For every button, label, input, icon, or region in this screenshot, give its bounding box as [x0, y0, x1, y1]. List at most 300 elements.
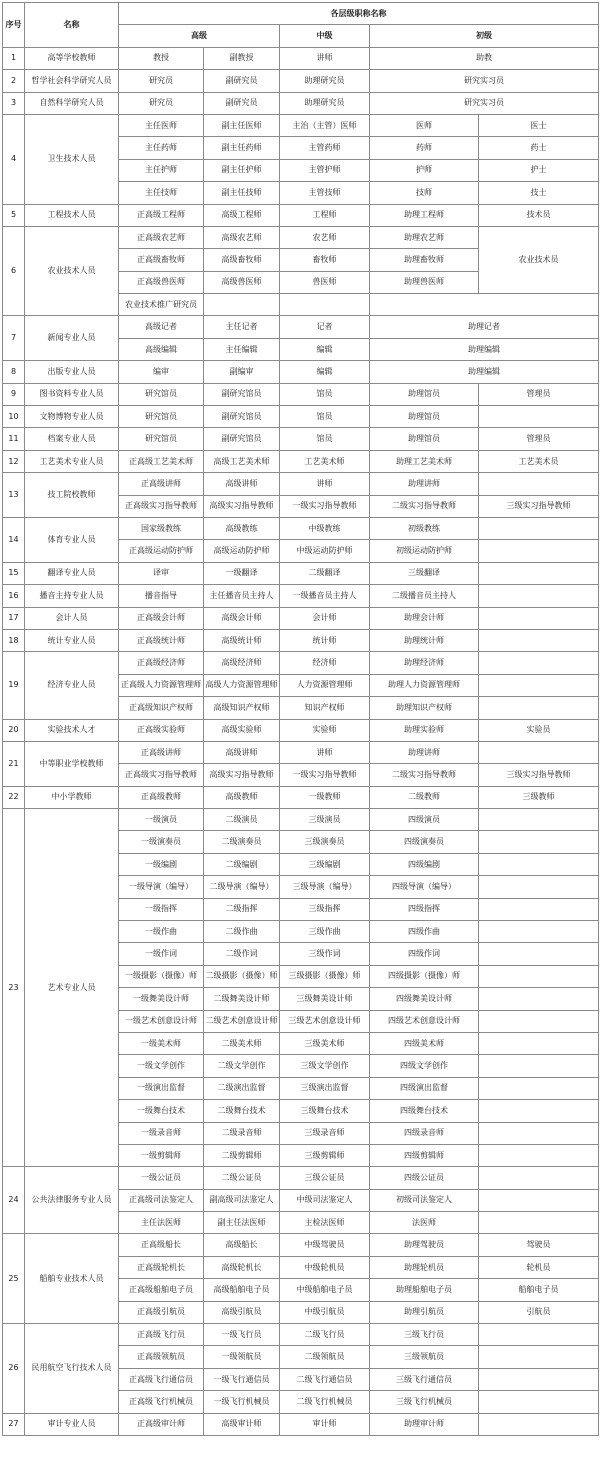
- junior-title-1: 四级编剧: [370, 853, 479, 875]
- senior-title-1: 一级演出监督: [119, 1077, 204, 1099]
- senior-title-1: 一级美术师: [119, 1032, 204, 1054]
- senior-title-1: 正高级农艺师: [119, 226, 204, 248]
- junior-title-2: [479, 1055, 599, 1077]
- senior-title-1: 主任药师: [119, 137, 204, 159]
- table-row: [3, 607, 599, 629]
- table-row: [3, 92, 599, 114]
- table-row: [3, 585, 599, 607]
- senior-title-1: 正高级审计师: [119, 1413, 204, 1435]
- middle-title: 编辑: [280, 361, 370, 383]
- row-number: 8: [3, 361, 25, 383]
- senior-title-2: 二级文学创作: [204, 1055, 280, 1077]
- junior-title: 助理编辑: [370, 338, 599, 360]
- middle-title: 三级摄影（摄像）师: [280, 965, 370, 987]
- junior-title-1: 助理馆员: [370, 428, 479, 450]
- junior-title: 助教: [370, 47, 599, 69]
- row-number: 14: [3, 517, 25, 562]
- junior-title-2: [479, 585, 599, 607]
- senior-title-2: 主任编辑: [204, 338, 280, 360]
- middle-title: 工程师: [280, 204, 370, 226]
- junior-title-1: 四级摄影（摄像）师: [370, 965, 479, 987]
- junior-title-1: 二级实习指导教师: [370, 495, 479, 517]
- junior-title-1: 助理馆员: [370, 406, 479, 428]
- row-category: 民用航空飞行技术人员: [25, 1324, 119, 1414]
- junior-title-1: 助理工程师: [370, 204, 479, 226]
- junior-title-1: 三级飞行通信员: [370, 1368, 479, 1390]
- senior-title-1: 正高级船舶电子员: [119, 1279, 204, 1301]
- junior-title-2: [479, 517, 599, 539]
- table-row: [3, 383, 599, 405]
- senior-title-1: 译审: [119, 562, 204, 584]
- junior-title-2: [479, 540, 599, 562]
- row-category: 档案专业人员: [25, 428, 119, 450]
- senior-title-2: 高级教师: [204, 786, 280, 808]
- middle-title: 人力资源管理师: [280, 674, 370, 696]
- junior-title-1: 四级演出监督: [370, 1077, 479, 1099]
- junior-title-2: [479, 674, 599, 696]
- row-category: 会计人员: [25, 607, 119, 629]
- senior-title-1: 研究馆员: [119, 406, 204, 428]
- senior-title-2: 二级演奏员: [204, 831, 280, 853]
- senior-title-2: 一级飞行通信员: [204, 1368, 280, 1390]
- junior-title-2: [479, 831, 599, 853]
- senior-title-1: 正高级引航员: [119, 1301, 204, 1323]
- senior-title-2: 主任播音员主持人: [204, 585, 280, 607]
- senior-title-2: [204, 294, 280, 316]
- junior-title-2: 船舶电子员: [479, 1279, 599, 1301]
- junior-title-2: [479, 1010, 599, 1032]
- senior-title-2: 副研究馆员: [204, 428, 280, 450]
- middle-title: 二级翻译: [280, 562, 370, 584]
- middle-title: 主检法医师: [280, 1212, 370, 1234]
- junior-title-2: 管理员: [479, 383, 599, 405]
- junior-title-2: [479, 921, 599, 943]
- junior-title-1: 医师: [370, 114, 479, 136]
- senior-title-2: 二级演出监督: [204, 1077, 280, 1099]
- senior-title-2: 高级船长: [204, 1234, 280, 1256]
- header-senior: 高级: [119, 25, 280, 47]
- senior-title-1: 正高级实习指导教师: [119, 764, 204, 786]
- senior-title-2: 一级领航员: [204, 1346, 280, 1368]
- junior-title-1: 四级剪辑师: [370, 1144, 479, 1166]
- senior-title-2: 二级舞美设计师: [204, 988, 280, 1010]
- junior-title-1: 法医师: [370, 1212, 479, 1234]
- junior-title-2: [479, 809, 599, 831]
- senior-title-1: 国家级教练: [119, 517, 204, 539]
- junior-title-2: [479, 1212, 599, 1234]
- junior-title-2: [479, 943, 599, 965]
- senior-title-2: 二级编剧: [204, 853, 280, 875]
- table-row: [3, 204, 599, 226]
- junior-title-2: 技士: [479, 182, 599, 204]
- middle-title: 记者: [280, 316, 370, 338]
- table-row: [3, 809, 599, 831]
- junior-title-2: [479, 898, 599, 920]
- junior-title-1: 三级飞行机械员: [370, 1391, 479, 1413]
- professional-titles-table: [2, 2, 599, 1436]
- middle-title: 一级实习指导教师: [280, 495, 370, 517]
- row-number: 9: [3, 383, 25, 405]
- row-number: 1: [3, 47, 25, 69]
- junior-title-1: 三级飞行员: [370, 1324, 479, 1346]
- middle-title: 编辑: [280, 338, 370, 360]
- senior-title-1: 一级艺术创意设计师: [119, 1010, 204, 1032]
- junior-title-1: 助理讲师: [370, 473, 479, 495]
- row-number: 20: [3, 719, 25, 741]
- header-junior: 初级: [370, 25, 599, 47]
- row-number: 16: [3, 585, 25, 607]
- junior-title-1: 四级舞台技术: [370, 1100, 479, 1122]
- junior-title-1: 助理船舶电子员: [370, 1279, 479, 1301]
- senior-title-2: 高级引航员: [204, 1301, 280, 1323]
- senior-title-1: 播音指导: [119, 585, 204, 607]
- junior-title-2: 驾驶员: [479, 1234, 599, 1256]
- senior-title-1: 正高级工程师: [119, 204, 204, 226]
- middle-title: 三级剪辑师: [280, 1144, 370, 1166]
- middle-title: 馆员: [280, 428, 370, 450]
- junior-title-2: [479, 853, 599, 875]
- senior-title-1: 一级摄影（摄像）师: [119, 965, 204, 987]
- senior-title-1: 正高级飞行机械员: [119, 1391, 204, 1413]
- junior-title-1: 助理统计师: [370, 629, 479, 651]
- middle-title: 三级艺术创意设计师: [280, 1010, 370, 1032]
- middle-title: 会计师: [280, 607, 370, 629]
- senior-title-1: 一级作词: [119, 943, 204, 965]
- header-no: 序号: [3, 3, 25, 48]
- middle-title: 三级作词: [280, 943, 370, 965]
- senior-title-2: 二级作曲: [204, 921, 280, 943]
- senior-title-1: 研究馆员: [119, 383, 204, 405]
- table-row: [3, 719, 599, 741]
- senior-title-1: 研究馆员: [119, 428, 204, 450]
- row-number: 7: [3, 316, 25, 361]
- senior-title-1: 编审: [119, 361, 204, 383]
- junior-title-2: [479, 1100, 599, 1122]
- senior-title-1: 正高级畜牧师: [119, 249, 204, 271]
- senior-title-1: 正高级飞行员: [119, 1324, 204, 1346]
- junior-title-2: 管理员: [479, 428, 599, 450]
- junior-title-2: [479, 1346, 599, 1368]
- junior-title-1: 初级教练: [370, 517, 479, 539]
- middle-title: 三级舞美设计师: [280, 988, 370, 1010]
- senior-title-2: 副编审: [204, 361, 280, 383]
- senior-title-2: 高级畜牧师: [204, 249, 280, 271]
- table-row: [3, 562, 599, 584]
- senior-title-1: 一级演员: [119, 809, 204, 831]
- junior-title: 研究实习员: [370, 70, 599, 92]
- middle-title: 讲师: [280, 741, 370, 763]
- senior-title-2: 高级经济师: [204, 652, 280, 674]
- row-category: 中小学教师: [25, 786, 119, 808]
- table-row: [3, 1324, 599, 1346]
- middle-title: 三级作曲: [280, 921, 370, 943]
- row-number: 4: [3, 114, 25, 204]
- senior-title-2: 二级录音师: [204, 1122, 280, 1144]
- junior-title-1: 四级艺术创意设计师: [370, 1010, 479, 1032]
- senior-title-1: 主任技师: [119, 182, 204, 204]
- middle-title: 二级飞行员: [280, 1324, 370, 1346]
- senior-title-2: 一级飞行员: [204, 1324, 280, 1346]
- senior-title-1: 正高级兽医师: [119, 271, 204, 293]
- senior-title-1: 正高级轮机长: [119, 1256, 204, 1278]
- junior-title-2: [479, 406, 599, 428]
- middle-title: 主管药师: [280, 137, 370, 159]
- senior-title-2: 二级摄影（摄像）师: [204, 965, 280, 987]
- junior-title-1: 助理馆员: [370, 383, 479, 405]
- junior-title-1: 四级演奏员: [370, 831, 479, 853]
- table-row: [3, 450, 599, 472]
- row-number: 23: [3, 809, 25, 1167]
- senior-title-1: 一级文学创作: [119, 1055, 204, 1077]
- middle-title: 中级引航员: [280, 1301, 370, 1323]
- middle-title: 馆员: [280, 406, 370, 428]
- row-category: 技工院校教师: [25, 473, 119, 518]
- row-category: 农业技术人员: [25, 226, 119, 316]
- senior-title-1: 主任法医师: [119, 1212, 204, 1234]
- middle-title: [280, 294, 370, 316]
- junior-title-1: 四级指挥: [370, 898, 479, 920]
- senior-title-1: 一级指挥: [119, 898, 204, 920]
- junior-title-2: [479, 697, 599, 719]
- senior-title-1: 正高级司法鉴定人: [119, 1189, 204, 1211]
- table-row: [3, 316, 599, 338]
- junior-title-2: [479, 1077, 599, 1099]
- junior-title-1: 助理讲师: [370, 741, 479, 763]
- row-category: 自然科学研究人员: [25, 92, 119, 114]
- junior-title-1: 四级美术师: [370, 1032, 479, 1054]
- senior-title-1: 主任护师: [119, 159, 204, 181]
- senior-title-1: 正高级会计师: [119, 607, 204, 629]
- junior-title-2: 轮机员: [479, 1256, 599, 1278]
- header-titles: 各层级职称名称: [119, 3, 599, 25]
- junior-title-1: 助理驾驶员: [370, 1234, 479, 1256]
- middle-title: 主管技师: [280, 182, 370, 204]
- row-number: 15: [3, 562, 25, 584]
- junior-title-1: 助理轮机员: [370, 1256, 479, 1278]
- row-number: 5: [3, 204, 25, 226]
- junior-title-1: 四级演员: [370, 809, 479, 831]
- table-row: [3, 1234, 599, 1256]
- senior-title-2: 高级运动防护师: [204, 540, 280, 562]
- junior-title: 研究实习员: [370, 92, 599, 114]
- senior-title-2: 二级艺术创意设计师: [204, 1010, 280, 1032]
- junior-title-2: [479, 1324, 599, 1346]
- row-number: 10: [3, 406, 25, 428]
- senior-title-2: 副教授: [204, 47, 280, 69]
- senior-title-2: 一级翻译: [204, 562, 280, 584]
- table-row: [3, 47, 599, 69]
- middle-title: 三级公证员: [280, 1167, 370, 1189]
- senior-title-2: 高级会计师: [204, 607, 280, 629]
- senior-title-1: 研究员: [119, 92, 204, 114]
- junior-title: [370, 294, 599, 316]
- middle-title: 统计师: [280, 629, 370, 651]
- junior-title-1: 助理工艺美术师: [370, 450, 479, 472]
- senior-title-1: 一级公证员: [119, 1167, 204, 1189]
- middle-title: 中级驾驶员: [280, 1234, 370, 1256]
- table-row: [3, 741, 599, 763]
- junior-title-2: 引航员: [479, 1301, 599, 1323]
- table-row: [3, 517, 599, 539]
- senior-title-2: 高级实习指导教师: [204, 495, 280, 517]
- middle-title: 审计师: [280, 1413, 370, 1435]
- senior-title-1: 正高级经济师: [119, 652, 204, 674]
- middle-title: 中级运动防护师: [280, 540, 370, 562]
- senior-title-1: 正高级知识产权师: [119, 697, 204, 719]
- senior-title-2: 二级美术师: [204, 1032, 280, 1054]
- senior-title-1: 正高级讲师: [119, 741, 204, 763]
- row-category: 艺术专业人员: [25, 809, 119, 1167]
- junior-title-2: [479, 629, 599, 651]
- senior-title-1: 一级导演（编导）: [119, 876, 204, 898]
- senior-title-1: 一级剪辑师: [119, 1144, 204, 1166]
- junior-title-1: 药师: [370, 137, 479, 159]
- header-row-top: [3, 3, 599, 25]
- senior-title-2: 副主任技师: [204, 182, 280, 204]
- middle-title: 一级教师: [280, 786, 370, 808]
- senior-title-1: 正高级运动防护师: [119, 540, 204, 562]
- senior-title-2: 高级讲师: [204, 473, 280, 495]
- junior-title-1: 三级领航员: [370, 1346, 479, 1368]
- junior-title-1: 助理经济师: [370, 652, 479, 674]
- senior-title-2: 高级农艺师: [204, 226, 280, 248]
- middle-title: 一级实习指导教师: [280, 764, 370, 786]
- header-name: 名称: [25, 3, 119, 48]
- junior-title-1: 助理会计师: [370, 607, 479, 629]
- row-number: 11: [3, 428, 25, 450]
- junior-title-1: 四级作曲: [370, 921, 479, 943]
- middle-title: 主管护师: [280, 159, 370, 181]
- row-category: 翻译专业人员: [25, 562, 119, 584]
- senior-title-2: 二级舞台技术: [204, 1100, 280, 1122]
- table-row: [3, 473, 599, 495]
- senior-title-2: 二级导演（编导）: [204, 876, 280, 898]
- senior-title-2: 副主任医师: [204, 114, 280, 136]
- row-number: 26: [3, 1324, 25, 1414]
- row-category: 哲学社会科学研究人员: [25, 70, 119, 92]
- row-number: 2: [3, 70, 25, 92]
- senior-title-1: 正高级工艺美术师: [119, 450, 204, 472]
- table-row: [3, 226, 599, 248]
- row-number: 13: [3, 473, 25, 518]
- row-category: 高等学校教师: [25, 47, 119, 69]
- senior-title-2: 高级兽医师: [204, 271, 280, 293]
- row-number: 6: [3, 226, 25, 316]
- senior-title-2: 二级作词: [204, 943, 280, 965]
- senior-title-2: 一级飞行机械员: [204, 1391, 280, 1413]
- senior-title-2: 高级审计师: [204, 1413, 280, 1435]
- senior-title-1: 一级舞美设计师: [119, 988, 204, 1010]
- senior-title-1: 正高级实习指导教师: [119, 495, 204, 517]
- row-category: 审计专业人员: [25, 1413, 119, 1435]
- row-number: 19: [3, 652, 25, 719]
- table-body: [3, 47, 599, 1435]
- senior-title-2: 高级轮机长: [204, 1256, 280, 1278]
- middle-title: 二级飞行通信员: [280, 1368, 370, 1390]
- senior-title-1: 农业技术推广研究员: [119, 294, 204, 316]
- middle-title: 经济师: [280, 652, 370, 674]
- row-number: 12: [3, 450, 25, 472]
- junior-title-1: 助理审计师: [370, 1413, 479, 1435]
- junior-title-2: [479, 1189, 599, 1211]
- table-row: [3, 406, 599, 428]
- middle-title: 助理研究员: [280, 70, 370, 92]
- middle-title: 三级演出监督: [280, 1077, 370, 1099]
- row-category: 工艺美术专业人员: [25, 450, 119, 472]
- junior-title-2: 农业技术员: [479, 226, 599, 293]
- table-row: [3, 361, 599, 383]
- senior-title-2: 副研究员: [204, 92, 280, 114]
- junior-title-2: 工艺美术员: [479, 450, 599, 472]
- senior-title-2: 副高级司法鉴定人: [204, 1189, 280, 1211]
- middle-title: 兽医师: [280, 271, 370, 293]
- junior-title-1: 二级播音员主持人: [370, 585, 479, 607]
- senior-title-2: 高级讲师: [204, 741, 280, 763]
- senior-title-1: 高级记者: [119, 316, 204, 338]
- junior-title-1: 助理农艺师: [370, 226, 479, 248]
- junior-title-1: 初级司法鉴定人: [370, 1189, 479, 1211]
- row-category: 体育专业人员: [25, 517, 119, 562]
- table-row: [3, 1167, 599, 1189]
- middle-title: 助理研究员: [280, 92, 370, 114]
- senior-title-1: 教授: [119, 47, 204, 69]
- middle-title: 三级演奏员: [280, 831, 370, 853]
- row-category: 中等职业学校教师: [25, 741, 119, 786]
- middle-title: 畜牧师: [280, 249, 370, 271]
- middle-title: 三级舞台技术: [280, 1100, 370, 1122]
- middle-title: 馆员: [280, 383, 370, 405]
- middle-title: 工艺美术师: [280, 450, 370, 472]
- senior-title-2: 副研究员: [204, 70, 280, 92]
- senior-title-2: 副主任法医师: [204, 1212, 280, 1234]
- row-number: 18: [3, 629, 25, 651]
- junior-title-2: [479, 988, 599, 1010]
- row-category: 船舶专业技术人员: [25, 1234, 119, 1324]
- senior-title-2: 高级知识产权师: [204, 697, 280, 719]
- row-number: 27: [3, 1413, 25, 1435]
- middle-title: 实验师: [280, 719, 370, 741]
- row-category: 公共法律服务专业人员: [25, 1167, 119, 1234]
- junior-title-1: 初级运动防护师: [370, 540, 479, 562]
- senior-title-1: 正高级人力资源管理师: [119, 674, 204, 696]
- junior-title-2: [479, 652, 599, 674]
- junior-title-1: 四级公证员: [370, 1167, 479, 1189]
- junior-title-2: [479, 1122, 599, 1144]
- junior-title-2: [479, 562, 599, 584]
- junior-title-1: 四级舞美设计师: [370, 988, 479, 1010]
- senior-title-2: 副研究馆员: [204, 383, 280, 405]
- junior-title-2: [479, 607, 599, 629]
- senior-title-2: 副研究馆员: [204, 406, 280, 428]
- junior-title-1: 四级作词: [370, 943, 479, 965]
- senior-title-1: 正高级领航员: [119, 1346, 204, 1368]
- senior-title-1: 正高级统计师: [119, 629, 204, 651]
- middle-title: 三级导演（编导）: [280, 876, 370, 898]
- junior-title-2: [479, 1032, 599, 1054]
- senior-title-2: 二级指挥: [204, 898, 280, 920]
- junior-title-1: 四级导演（编导）: [370, 876, 479, 898]
- senior-title-1: 正高级教师: [119, 786, 204, 808]
- junior-title-1: 助理人力资源管理师: [370, 674, 479, 696]
- row-number: 21: [3, 741, 25, 786]
- junior-title-2: 药士: [479, 137, 599, 159]
- senior-title-1: 正高级飞行通信员: [119, 1368, 204, 1390]
- senior-title-2: 高级船舶电子员: [204, 1279, 280, 1301]
- table-row: [3, 70, 599, 92]
- junior-title-1: 二级教师: [370, 786, 479, 808]
- junior-title-1: 助理知识产权师: [370, 697, 479, 719]
- senior-title-2: 主任记者: [204, 316, 280, 338]
